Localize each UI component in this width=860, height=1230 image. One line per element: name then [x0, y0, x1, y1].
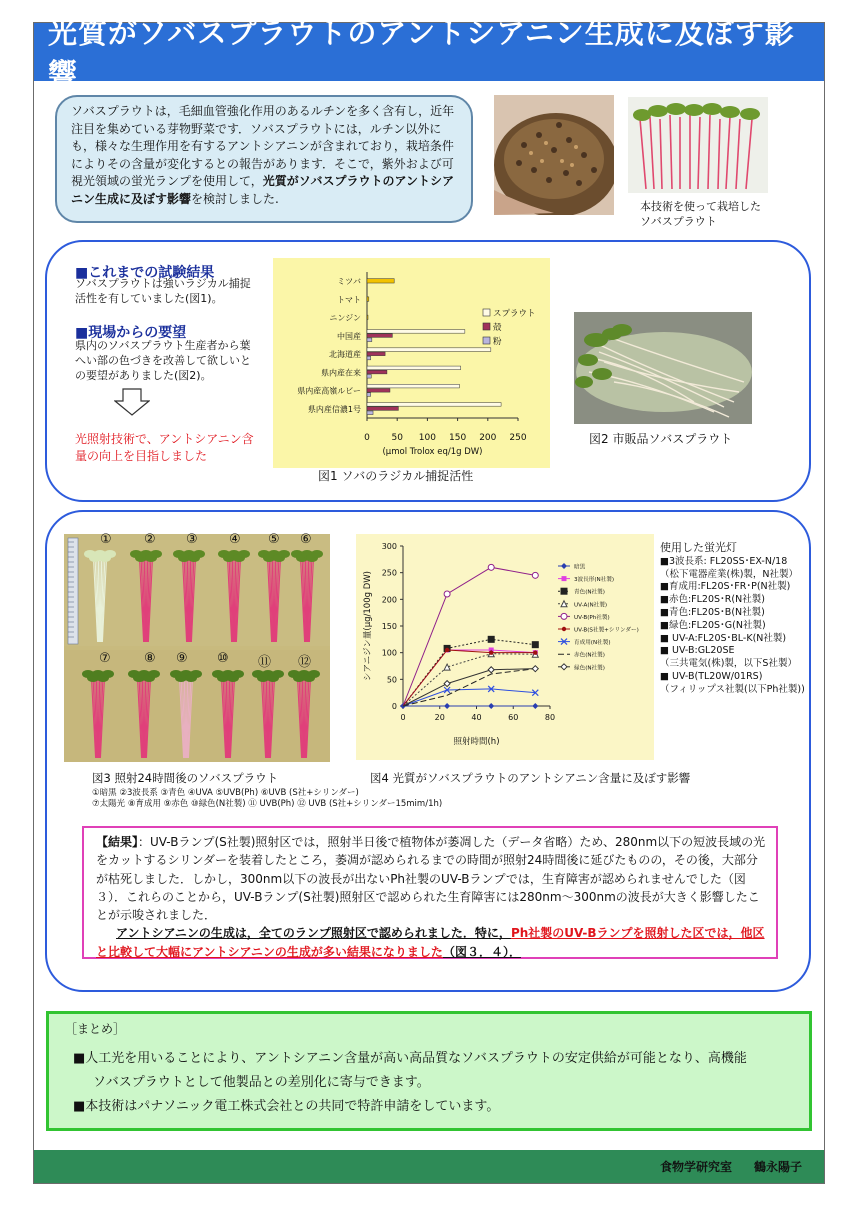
category-label: 北海道産	[329, 350, 361, 360]
marker	[488, 636, 495, 643]
series-line	[403, 650, 535, 706]
photo-number-label: ⑪	[258, 655, 272, 670]
lamp-item: ■緑色:FL20S･G(N社製)	[660, 619, 766, 631]
summary-title: ［まとめ］	[65, 1022, 126, 1036]
x-tick-label: 0	[400, 713, 406, 722]
photo-number-label: ⑫	[298, 655, 312, 670]
series-line	[403, 567, 535, 706]
heading-previous-results: ■これまでの試験結果	[75, 265, 215, 281]
x-tick-label: 150	[449, 433, 467, 443]
lamp-item: （松下電器産業(株)製，N社製）	[660, 568, 799, 580]
marker	[532, 572, 538, 578]
x-axis-label: (μmol Trolox eq/1g DW)	[382, 447, 483, 457]
ruler	[68, 538, 78, 644]
series-line	[403, 650, 535, 706]
marker	[562, 576, 567, 581]
bar	[367, 403, 501, 407]
intro-bold: 光質がソバスプラウトのアントシアニン生成に及ぼす影響	[71, 174, 455, 206]
legend-entry	[558, 563, 586, 571]
leaf	[193, 550, 205, 558]
x-tick-label: 50	[391, 433, 403, 443]
bar	[367, 389, 390, 393]
photo-caption-2: ソバスプラウト	[640, 215, 717, 228]
bar	[367, 352, 385, 356]
legend-swatch	[483, 323, 490, 330]
fig2-caption: 図2 市販品ソバスプラウト	[589, 432, 733, 446]
leaf	[148, 670, 160, 678]
heading-field-request: ■現場からの要望	[75, 325, 187, 341]
x-tick-label: 40	[471, 713, 482, 722]
anthocyanin-chart	[356, 534, 654, 760]
marker	[532, 666, 538, 672]
marker	[444, 664, 450, 670]
result-end: （図３．４）．	[442, 944, 521, 959]
marker	[444, 591, 450, 597]
footer-lab: 食物学研究室	[659, 1160, 732, 1174]
bar	[367, 374, 371, 378]
legend-swatch	[483, 309, 490, 316]
intro-text: ソバスプラウトは，毛細血管強化作用のあるルチンを多く含有し，近年注目を集めている芽物野菜です．ソバスプラウトには，ルチン以外にも，様々な生理作用を有するアントシアニンが含まれており，栽培条件によりその含量が変化するとの報告があります．そこで，紫外および可視光領域の蛍光ランプを使用して，	[71, 104, 455, 188]
marker	[532, 703, 538, 709]
result-text: ：UV-Bランプ(S社製)照射区では，照射半日後で植物体が萎凋した（データ省略）ため、280nm以下の短波長域の光をカットするシリンダーを装着したところ，萎凋が認められるまでの時間が照射24時間後に延びたものの，その後，大部分が枯死しました．しかし，300nm以下の波長が出ないPh社製のUV-Bランプでは，生育障害が認められませんでした（図３）．これらのことから，UV-Bランプ(S社製)照射区で認められた生育障害には280nm～300nmの波長が大きく影響したことが示唆されました．	[96, 835, 766, 923]
legend-label: UV-A(N社製)	[574, 602, 608, 609]
fig3-photo-grid	[64, 534, 330, 762]
x-tick-label: 80	[544, 713, 556, 722]
series-3	[403, 651, 538, 706]
leaf	[311, 550, 323, 558]
marker	[561, 613, 567, 619]
leaf	[104, 550, 116, 558]
bar	[367, 370, 387, 374]
marker	[532, 641, 539, 648]
down-arrow-icon	[114, 388, 150, 416]
category-label: 中国産	[337, 331, 361, 341]
legend-entry	[558, 626, 639, 634]
legend-label: 緑色(N社製)	[574, 665, 605, 672]
marker	[444, 703, 450, 709]
legend-swatch	[483, 337, 490, 344]
text-previous-results: ソバスプラウトは強いラジカル捕捉活性を有していました(図1)。	[75, 277, 251, 305]
lamp-item: ■青色:FL20S･B(N社製)	[660, 606, 765, 618]
summary-line-2: ソバスプラウトとして他製品との差別化に寄与できます。	[93, 1075, 430, 1090]
marker	[562, 627, 566, 631]
y-tick-label: 50	[386, 675, 397, 685]
marker	[488, 564, 494, 570]
fig3-legend-line2: ⑦太陽光 ⑧育成用 ⑨赤色 ⑩緑色(N社製) ⑪ UVB(Ph) ⑫ UVB (S社+シリンダー15mim/1h)	[92, 799, 443, 809]
photo-number-label: ⑦	[99, 651, 111, 666]
category-label: ミツバ	[337, 277, 361, 287]
footer-author: 鶴永陽子	[753, 1160, 802, 1174]
intro-box	[55, 95, 473, 223]
photo-number-label: ⑤	[268, 532, 280, 547]
legend-entry	[558, 588, 605, 596]
text-field-request: 県内のソバスプラウト生産者から葉へい部の色づきを改善して欲しいとの要望がありました(図2)。	[75, 339, 251, 382]
category-label: ニンジン	[329, 313, 361, 323]
legend-label: 殻	[493, 323, 502, 333]
series-5	[403, 648, 538, 706]
lamp-item: ■ UV-B(TL20W/01RS)	[660, 670, 763, 682]
category-label: 県内産信濃1号	[307, 404, 361, 414]
photo-number-label: ①	[100, 532, 112, 547]
marker	[488, 667, 494, 673]
fig3-caption: 図3 照射24時間後のソバスプラウト	[92, 771, 279, 785]
category-label: 県内産在来	[321, 368, 361, 378]
lamp-item: ■育成用:FL20S･FR･P(N社製)	[660, 581, 791, 593]
bar	[367, 393, 371, 397]
photo-number-label: ⑥	[300, 532, 312, 547]
y-tick-label: 300	[381, 542, 397, 551]
goal-text: 光照射技術で、アントシアニン含量の向上を目指しました	[75, 432, 254, 463]
bar	[367, 279, 394, 283]
marker	[561, 563, 567, 569]
legend-label: 青色(N社製)	[574, 589, 605, 596]
marker	[488, 703, 494, 709]
page-title: 光質がソバスプラウトのアントシアニン生成に及ぼす影響	[34, 23, 824, 81]
x-tick-label: 60	[508, 713, 519, 722]
marker	[561, 588, 568, 595]
y-axis-label: シアニジン量(μg/100g DW)	[363, 571, 373, 681]
lamp-list	[660, 542, 810, 697]
lamp-item: （三共電気(株)製，以下S社製）	[660, 658, 797, 670]
x-tick-label: 0	[364, 433, 370, 443]
y-tick-label: 150	[381, 622, 397, 631]
marker	[444, 681, 450, 687]
bar	[367, 356, 371, 360]
leaf	[278, 550, 290, 558]
x-tick-label: 20	[434, 713, 445, 722]
intro-end: を検討しました.	[191, 191, 279, 206]
marker	[489, 650, 493, 654]
series-7	[403, 669, 535, 706]
marker	[445, 648, 449, 652]
result-box	[82, 826, 778, 959]
buckwheat-seeds-photo	[494, 95, 614, 215]
x-tick-label: 250	[509, 433, 527, 443]
lamp-list-title: 使用した蛍光灯	[660, 541, 737, 554]
leaf	[272, 670, 284, 678]
legend-entry	[558, 651, 605, 659]
summary-line-1: ■人工光を用いることにより、アントシアニン含量が高い高品質なソバスプラウトの安定供給が可能となり、高機能	[73, 1051, 747, 1066]
leaf	[232, 670, 244, 678]
bar	[367, 348, 491, 352]
bar	[367, 411, 373, 415]
legend-label: 粉	[493, 337, 502, 347]
y-tick-label: 250	[381, 568, 397, 578]
summary-line-3: ■本技術はパナソニック電工株式会社との共同で特許申請をしています。	[73, 1099, 500, 1114]
photo-number-label: ⑨	[176, 651, 188, 666]
bar	[367, 297, 369, 301]
series-line	[403, 669, 535, 706]
result-underlined: アントシアニンの生成は，全てのランプ照射区で認められました．特に，	[116, 926, 511, 941]
lamp-item: ■ UV-B:GL20SE	[660, 645, 735, 657]
series-line	[403, 689, 535, 706]
leaf	[102, 670, 114, 678]
leaf	[150, 550, 162, 558]
legend-label: UV-B(S社製+シリンダー)	[574, 627, 639, 634]
legend-entry	[558, 575, 614, 583]
y-tick-label: 100	[381, 648, 397, 658]
photo-bottom-half	[64, 650, 330, 762]
market-sprout-photo	[574, 312, 752, 424]
photo-number-label: ③	[186, 532, 198, 547]
legend-entry	[558, 600, 607, 608]
result-red: Ph社製のUV-Bランプを照射した区では，他区と比較して大幅にアントシアニンの生成が多い結果になりました	[96, 926, 765, 959]
bar	[367, 338, 372, 342]
bar	[367, 366, 461, 370]
category-label: トマト	[337, 295, 361, 305]
result-label: 【結果】	[96, 835, 139, 849]
x-tick-label: 200	[479, 433, 497, 443]
sprout-photo-top	[628, 97, 768, 193]
photo-number-label: ②	[144, 532, 156, 547]
footer-bar	[34, 1150, 824, 1183]
y-tick-label: 0	[391, 702, 397, 711]
leaf	[308, 670, 320, 678]
series-line	[403, 669, 535, 706]
x-axis-label: 照射時間(h)	[453, 737, 500, 747]
x-tick-label: 100	[418, 433, 436, 443]
photo-number-label: ④	[229, 532, 241, 547]
fig4-caption: 図4 光質がソバスプラウトのアントシアニン含量に及ぼす影響	[370, 771, 691, 785]
marker	[533, 650, 537, 654]
lamp-item: ■3波長系: FL20SS･EX-N/18	[660, 555, 788, 567]
lamp-item: ■赤色:FL20S･R(N社製)	[660, 594, 765, 606]
photo-number-label: ⑩	[217, 651, 229, 666]
bar	[367, 330, 465, 334]
legend-entry	[558, 663, 605, 671]
legend-entry	[558, 613, 610, 621]
series-8	[403, 666, 538, 706]
fig3-legend-line1: ①暗黒 ②3波長系 ③青色 ④UVA ⑤UVB(Ph) ⑥UVB (S社+シリンダー)	[92, 788, 359, 798]
category-label: 県内産高嶺ルビー	[297, 386, 361, 396]
legend-label: スプラウト	[493, 309, 536, 319]
radical-scavenging-chart	[273, 258, 550, 468]
legend-label: 赤色(N社製)	[574, 652, 605, 659]
summary-box	[46, 1011, 812, 1131]
lamp-item: （フィリップス社製(以下Ph社製))	[660, 683, 805, 695]
legend-label: UV-B(Ph社製)	[574, 614, 610, 621]
legend-label: 暗黒	[574, 564, 586, 571]
legend-label: 3波長形(N社製)	[574, 577, 615, 584]
series-4	[403, 564, 538, 706]
legend-entry	[558, 638, 611, 646]
photo-number-label: ⑧	[144, 651, 156, 666]
lamp-item: ■ UV-A:FL20S･BL-K(N社製)	[660, 632, 787, 644]
fig1-caption: 図1 ソバのラジカル捕捉活性	[318, 469, 474, 483]
leaf	[238, 550, 250, 558]
bar	[367, 334, 392, 338]
series-0	[400, 703, 538, 709]
legend-label: 育成用(N社製)	[574, 640, 611, 647]
bar	[367, 407, 398, 411]
marker	[561, 664, 567, 670]
y-tick-label: 200	[381, 595, 397, 605]
bar	[367, 315, 368, 319]
bar	[367, 384, 459, 388]
leaf	[190, 670, 202, 678]
photo-caption-1: 本技術を使って栽培した	[640, 200, 761, 213]
